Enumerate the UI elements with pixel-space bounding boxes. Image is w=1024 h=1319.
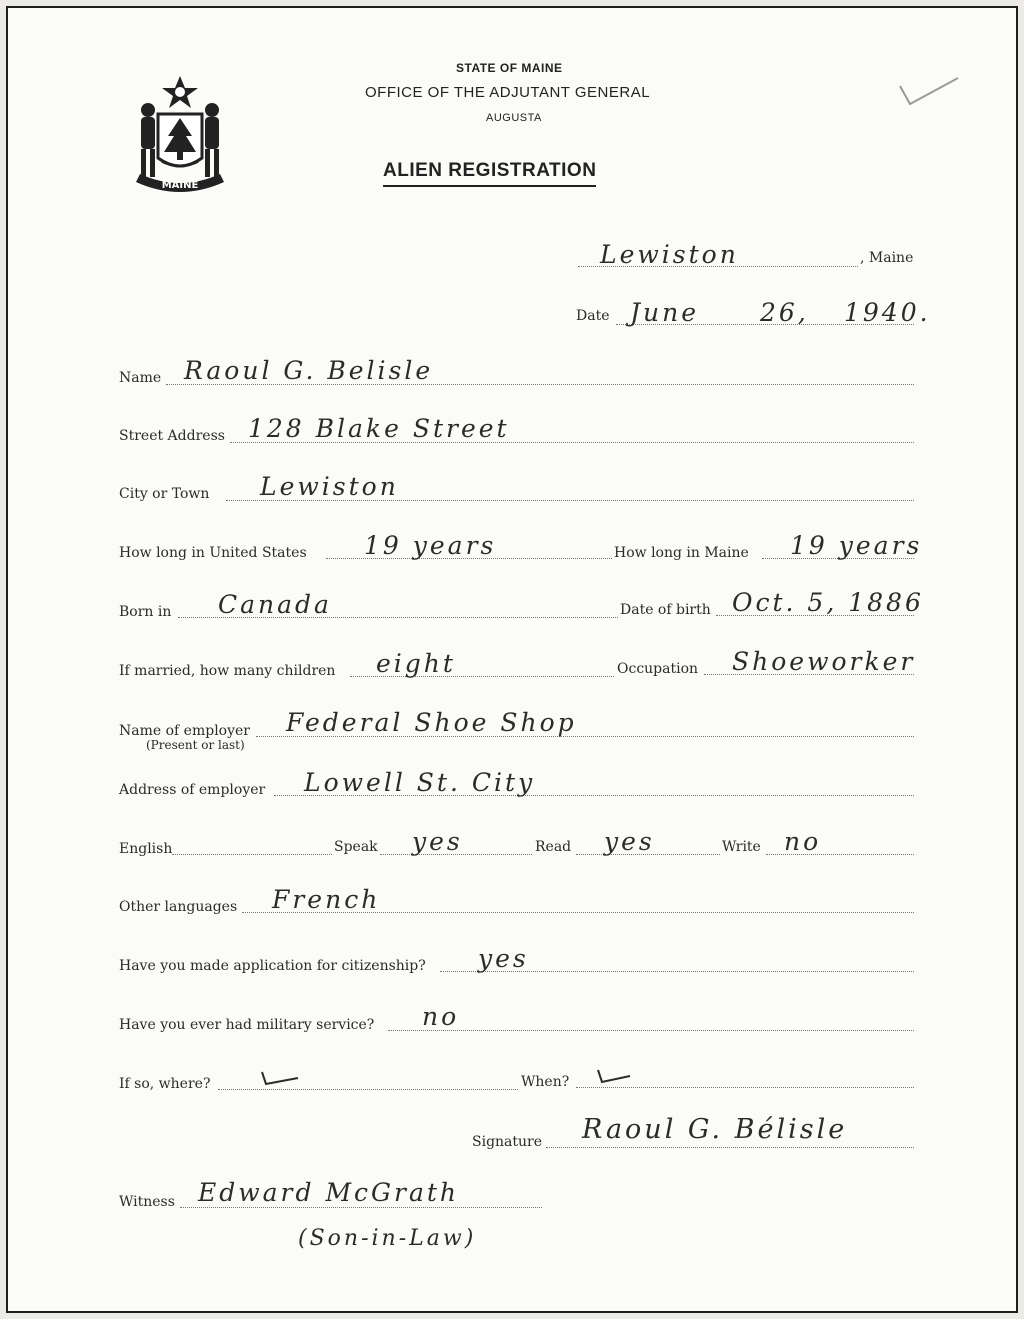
military-value: no — [422, 1002, 460, 1031]
date-month-value: June — [630, 298, 700, 327]
where-line — [218, 1089, 518, 1090]
years-us-value: 19 years — [364, 531, 497, 560]
where-dash-icon — [258, 1068, 302, 1088]
when-dash-icon — [594, 1066, 634, 1086]
citizenship-value: yes — [478, 944, 529, 973]
signature-label: Signature — [472, 1134, 543, 1150]
other-languages-value: French — [272, 885, 381, 914]
children-value: eight — [376, 649, 456, 678]
write-value: no — [784, 827, 822, 856]
witness-label: Witness — [119, 1194, 175, 1210]
other-languages-label: Other languages — [119, 899, 238, 915]
write-label: Write — [722, 839, 761, 855]
city-heading: AUGUSTA — [486, 112, 542, 124]
date-day-value: 26, — [760, 298, 809, 327]
occupation-value: Shoeworker — [732, 647, 916, 676]
born-in-label: Born in — [119, 604, 172, 620]
read-value: yes — [604, 827, 655, 856]
state-heading: STATE OF MAINE — [456, 61, 563, 75]
town-value: Lewiston — [600, 240, 739, 269]
military-label: Have you ever had military service? — [119, 1017, 375, 1033]
office-heading: OFFICE OF THE ADJUTANT GENERAL — [365, 84, 651, 101]
occupation-label: Occupation — [617, 661, 699, 677]
witness-relation-value: (Son-in-Law) — [298, 1226, 477, 1251]
dob-label: Date of birth — [620, 602, 711, 618]
employer-value: Federal Shoe Shop — [286, 708, 577, 737]
military-line — [388, 1030, 914, 1031]
witness-line — [180, 1207, 542, 1208]
years-us-label: How long in United States — [119, 545, 307, 561]
name-label: Name — [119, 370, 162, 386]
read-label: Read — [535, 839, 572, 855]
speak-value: yes — [412, 827, 463, 856]
check-mark-icon — [896, 72, 964, 112]
when-label: When? — [521, 1074, 570, 1090]
city-label: City or Town — [119, 486, 210, 502]
employer-address-label: Address of employer — [119, 782, 266, 798]
registration-form — [6, 6, 1018, 1313]
street-label: Street Address — [119, 428, 225, 444]
witness-value: Edward McGrath — [198, 1178, 460, 1207]
dob-value: Oct. 5, 1886 — [732, 588, 924, 617]
street-value: 128 Blake Street — [248, 414, 510, 443]
years-maine-value: 19 years — [790, 531, 923, 560]
english-line — [172, 854, 332, 855]
signature-line — [546, 1147, 914, 1148]
employer-label: Name of employer — [119, 723, 250, 739]
name-value: Raoul G. Belisle — [184, 356, 434, 385]
date-year-value: 1940. — [844, 298, 931, 327]
citizenship-label: Have you made application for citizenship? — [119, 958, 426, 974]
years-maine-label: How long in Maine — [614, 545, 749, 561]
city-value: Lewiston — [260, 472, 399, 501]
english-label: English — [119, 841, 173, 857]
maine-state-seal-icon — [128, 74, 232, 198]
where-label: If so, where? — [119, 1076, 211, 1092]
date-label: Date — [576, 308, 610, 324]
speak-label: Speak — [334, 839, 378, 855]
born-in-value: Canada — [218, 590, 332, 619]
children-label: If married, how many children — [119, 663, 336, 679]
seal-banner-text: MAINE — [161, 180, 199, 191]
form-title: ALIEN REGISTRATION — [383, 160, 596, 187]
signature-value: Raoul G. Bélisle — [582, 1114, 848, 1145]
employer-note: (Present or last) — [146, 738, 245, 752]
maine-label: , Maine — [860, 250, 914, 266]
when-line — [576, 1087, 914, 1088]
employer-address-value: Lowell St. City — [304, 768, 536, 797]
